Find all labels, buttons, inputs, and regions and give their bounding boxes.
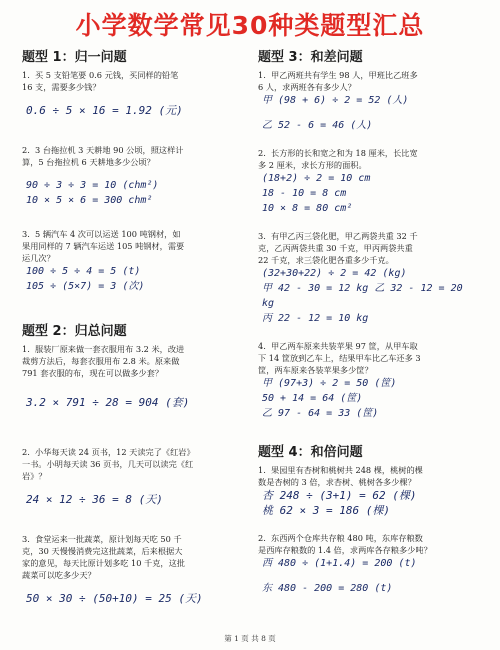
answer-line: 100 ÷ 5 ÷ 4 = 5 (t) xyxy=(26,266,141,277)
answer-line: 0.6 ÷ 5 × 16 = 1.92 (元) xyxy=(26,104,183,117)
problem-1-3 xyxy=(22,228,250,294)
answer-line: 甲 (97+3) ÷ 2 = 50 (筐) xyxy=(262,378,397,389)
problem-text: 1. 果园里有杏树和桃树共 248 棵，桃树的棵 数是杏树的 3 倍，求杏树、桃树各多少棵？ xyxy=(258,465,423,487)
answer-line: 东 480 - 200 = 280 (t) xyxy=(262,583,393,594)
problem-1-2 xyxy=(22,144,250,208)
answer-line: (18+2) ÷ 2 = 10 cm xyxy=(262,173,371,184)
problem-2-3 xyxy=(22,533,250,606)
answer-line: 丙 22 - 12 = 10 kg xyxy=(262,313,369,324)
section-title-4: 题型 4：和倍问题 xyxy=(258,445,363,460)
problem-text: 2. 东西两个仓库共存粮 480 吨，东库存粮数 是西库存粮数的 1.4 倍，求两库各存粮多少吨？ xyxy=(258,533,432,555)
problem-text: 2. 小华每天读 24 页书，12 天读完了《红岩》 一书。小明每天读 36 页书，几天可以读完《红 岩》？ xyxy=(22,447,195,481)
answer-line: 24 × 12 ÷ 36 = 8 (天) xyxy=(26,493,163,506)
problem-text: 4. 甲乙两车原来共装苹果 97 筐，从甲车取 下 14 筐放到乙车上，结果甲车比乙车还多 3 筐，两车原来各装苹果多少筐？ xyxy=(258,341,421,375)
answer-line: 90 ÷ 3 ÷ 3 = 10 (chm²) xyxy=(26,180,159,191)
answer-line: 西 480 ÷ (1+1.4) = 200 (t) xyxy=(262,558,417,569)
problem-2-2 xyxy=(22,446,250,507)
problem-4-2 xyxy=(258,532,480,596)
answer-line: 乙 52 - 6 = 46 (人) xyxy=(262,120,373,131)
answer-line: 乙 97 - 64 = 33 (筐) xyxy=(262,408,379,419)
answer-line: 甲 42 - 30 = 12 kg 乙 32 - 12 = 20 kg xyxy=(262,283,463,309)
problem-2-1 xyxy=(22,343,250,410)
answer-line: 甲 (98 + 6) ÷ 2 = 52 (人) xyxy=(262,95,409,106)
problem-3-4 xyxy=(258,340,480,421)
page-title: 小学数学常见30种类题型汇总 xyxy=(75,11,425,40)
answer-line: 50 × 30 ÷ (50+10) = 25 (天) xyxy=(26,592,203,605)
problem-text: 1. 甲乙两班共有学生 98 人，甲班比乙班多 6 人，求两班各有多少人？ xyxy=(258,70,418,92)
left-column xyxy=(22,46,250,610)
problem-3-2 xyxy=(258,147,480,216)
answer-line: 18 - 10 = 8 cm xyxy=(262,188,347,199)
section-title-1: 题型 1：归一问题 xyxy=(22,50,127,65)
problem-3-3 xyxy=(258,230,480,326)
answer-line: 桃 62 × 3 = 186 (棵) xyxy=(262,504,390,517)
problem-4-1 xyxy=(258,464,480,518)
page-number: 第 1 页 共 8 页 xyxy=(224,634,276,643)
problem-text: 1. 服装厂原来做一套衣服用布 3.2 米，改进 裁剪方法后，每套衣服用布 2.8 米。原来做 791 套衣服的布，现在可以做多少套？ xyxy=(22,344,185,378)
problem-3-1 xyxy=(258,69,480,133)
problem-1-1 xyxy=(22,69,250,118)
problem-text: 3. 有甲乙丙三袋化肥，甲乙两袋共重 32 千 克，乙丙两袋共重 30 千克，甲丙两袋共重 22 千克，求三袋化肥各重多少千克。 xyxy=(258,231,418,265)
problem-text: 2. 长方形的长和宽之和为 18 厘米，长比宽 多 2 厘米，求长方形的面积。 xyxy=(258,148,418,170)
right-column xyxy=(258,46,480,600)
answer-line: 3.2 × 791 ÷ 28 = 904 (套) xyxy=(26,396,190,409)
answer-line: 10 × 8 = 80 cm² xyxy=(262,203,353,214)
problem-text: 2. 3 台拖拉机 3 天耕地 90 公顷，照这样计 算，5 台拖拉机 6 天耕地多少公顷？ xyxy=(22,145,184,167)
answer-line: (32+30+22) ÷ 2 = 42 (kg) xyxy=(262,268,407,279)
section-title-3: 题型 3：和差问题 xyxy=(258,50,363,65)
section-title-2: 题型 2：归总问题 xyxy=(22,324,127,339)
answer-line: 10 × 5 × 6 = 300 chm² xyxy=(26,195,153,206)
problem-text: 3. 食堂运来一批蔬菜，原计划每天吃 50 千 克，30 天慢慢消费完这批蔬菜，后来根据大 家的意见，每天比原计划多吃 10 千克，这批 蔬菜可以吃多少天？ xyxy=(22,534,185,580)
answer-line: 105 ÷ (5×7) = 3 (次) xyxy=(26,281,145,292)
problem-text: 3. 5 辆汽车 4 次可以运送 100 吨钢材，如 果用同样的 7 辆汽车运送 105 吨钢材，需要 运几次？ xyxy=(22,229,185,263)
answer-line: 杏 248 ÷ (3+1) = 62 (棵) xyxy=(262,489,417,502)
answer-line: 50 + 14 = 64 (筐) xyxy=(262,393,363,404)
problem-text: 1. 买 5 支铅笔要 0.6 元钱，买同样的铅笔 16 支，需要多少钱？ xyxy=(22,70,179,92)
